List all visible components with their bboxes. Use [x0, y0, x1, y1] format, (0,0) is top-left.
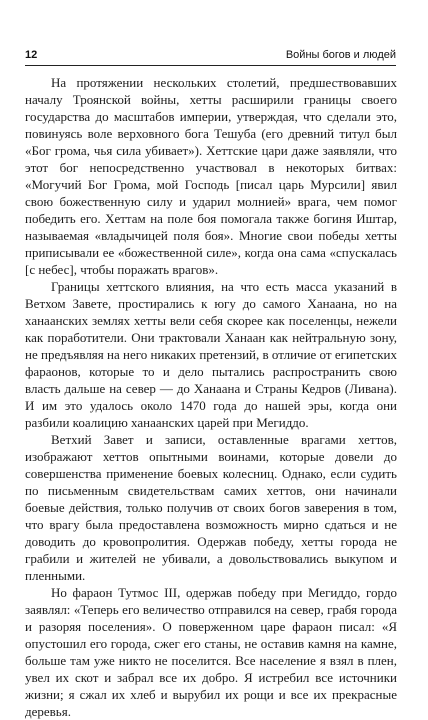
paragraph: Ветхий Завет и записи, оставленные врагами хеттов, изображают хеттов опытными воинами, которые довели до совершенства применение боевых колесниц. Однако, если судить по письменным свидетельствам самих хеттов, они начинали боевые действия, только получив от своих богов заверения в том, что врагу была предоставлена возможность мирно сдаться и не доводить до кровопролития. Одержав победу, хетты города не грабили и жителей не убивали, а довольствовались выкупом и пленными. — [25, 432, 397, 583]
running-head — [25, 48, 396, 64]
header-rule — [25, 65, 396, 66]
book-title: Войны богов и людей — [285, 49, 396, 61]
paragraph: Но фараон Тутмос III, одержав победу при Мегиддо, гордо заявлял: «Теперь его величество отправился на север, грабя города и разоряя поселения». О поверженном царе фараон писал: «Я опустошил его города, сжег его станы, не оставив камня на камне, больше там уже никто не поселится. Все население я взял в плен, увел их скот и забрал все их добро. Я истребил все источники жизни; я сжал их хлеб и вырубил их рощи и все их прекрасные деревья. — [25, 585, 397, 719]
page-number: 12 — [25, 49, 38, 61]
paragraph: Границы хеттского влияния, на что есть масса указаний в Ветхом Завете, простирались к югу до самого Ханаана, но на ханаанских землях хетты вели себя скорее как поселенцы, нежели как поработители. Они трактовали Ханаан как нейтральную зону, не предъявляя на него никаких претензий, в отличие от египетских фараонов, которые то и дело пытались распространить свою власть дальше на север — до Ханаана и Страны Кедров (Ливана). И им это удалось около 1470 года до нашей эры, когда они разбили коалицию ханаанских царей при Мегиддо. — [25, 279, 397, 430]
body-text — [25, 74, 397, 720]
paragraph: На протяжении нескольких столетий, предшествовавших началу Троянской войны, хетты расширили границы своего государства до масштабов империи, утверждая, что сделали это, повинуясь воле верховного бога Тешуба (его древний титул был «Бог грома, чья сила убивает»). Хеттские цари даже заявляли, что этот бог непосредственно участвовал в некоторых битвах: «Могучий Бог Грома, мой Господь [писал царь Мурсили] явил свою божественную силу и ударил молнией» врага, чем помог победить его. Хеттам на поле боя помогала также богиня Иштар, называемая «владычицей поля боя». Многие свои победы хетты приписывали ее «божественной силе», когда она сама «спускалась [с небес], чтобы поражать врагов». — [25, 75, 397, 277]
